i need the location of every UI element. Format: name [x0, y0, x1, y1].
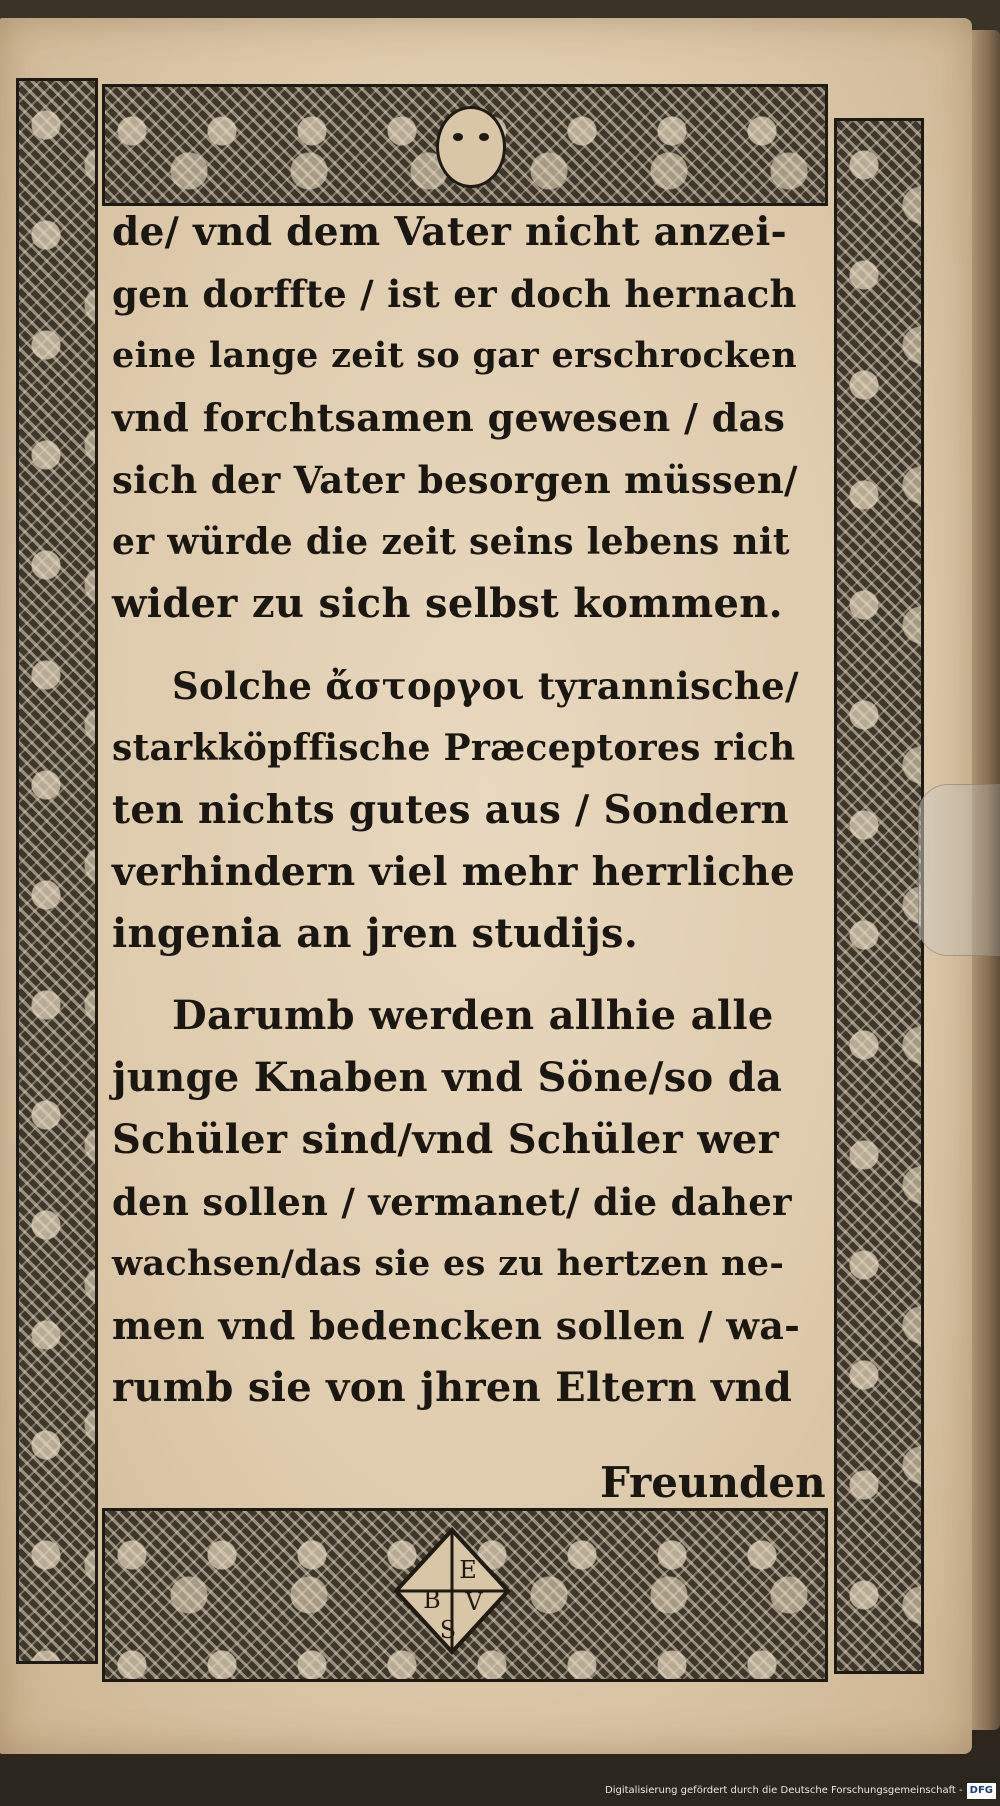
text-line: er würde die zeit seins lebens nit	[112, 521, 790, 563]
text-line: wider zu sich selbst kommen.	[112, 580, 783, 627]
text-line: de/ vnd dem Vater nicht anzei-	[112, 209, 788, 255]
text-line: wachsen/das sie es zu hertzen ne-	[112, 1243, 785, 1284]
text-line: Solche ἄστοργοι tyrannische/	[172, 664, 799, 708]
text-line: Schüler sind/vnd Schüler wer	[112, 1116, 780, 1163]
text-line: verhindern viel mehr herrliche	[112, 849, 796, 895]
text-line: gen dorffte / ist er doch hernach	[112, 272, 797, 316]
face-ornament-icon	[436, 106, 506, 188]
dfg-logo-icon: DFG	[967, 1783, 996, 1799]
text-line: junge Knaben vnd Söne/so da	[112, 1054, 783, 1101]
text-line: men vnd bedencken sollen / wa-	[112, 1303, 801, 1348]
digitization-credit	[600, 1780, 996, 1802]
woodcut-border-right	[834, 118, 924, 1674]
printer-mark-letter-e: E	[459, 1556, 477, 1584]
text-line: ingenia an jren studijs.	[112, 910, 639, 957]
printer-mark-icon	[392, 1526, 512, 1656]
text-line: eine lange zeit so gar erschrocken	[112, 335, 798, 376]
page-clip	[918, 784, 1000, 956]
text-block	[102, 204, 826, 1507]
text-line: vnd forchtsamen gewesen / das	[112, 395, 786, 440]
printer-mark-letter-b: B	[423, 1586, 441, 1614]
printer-mark-letter-v: V	[465, 1588, 483, 1616]
text-line: sich der Vater besorgen müssen/	[112, 458, 798, 502]
woodcut-border-left	[16, 78, 98, 1664]
text-line: rumb sie von jhren Eltern vnd	[112, 1364, 793, 1411]
credit-text: Digitalisierung gefördert durch die Deutsche Forschungsgemeinschaft -	[605, 1785, 963, 1796]
catchword: Freunden	[600, 1458, 826, 1507]
text-line: den sollen / vermanet/ die daher	[112, 1180, 792, 1224]
text-line: Darumb werden allhie alle	[172, 992, 774, 1039]
text-line: starkköpffische Præceptores rich	[112, 727, 796, 769]
text-line: ten nichts gutes aus / Sondern	[112, 787, 790, 833]
book-page	[0, 18, 972, 1754]
printer-mark-letter-s: S	[439, 1616, 457, 1644]
